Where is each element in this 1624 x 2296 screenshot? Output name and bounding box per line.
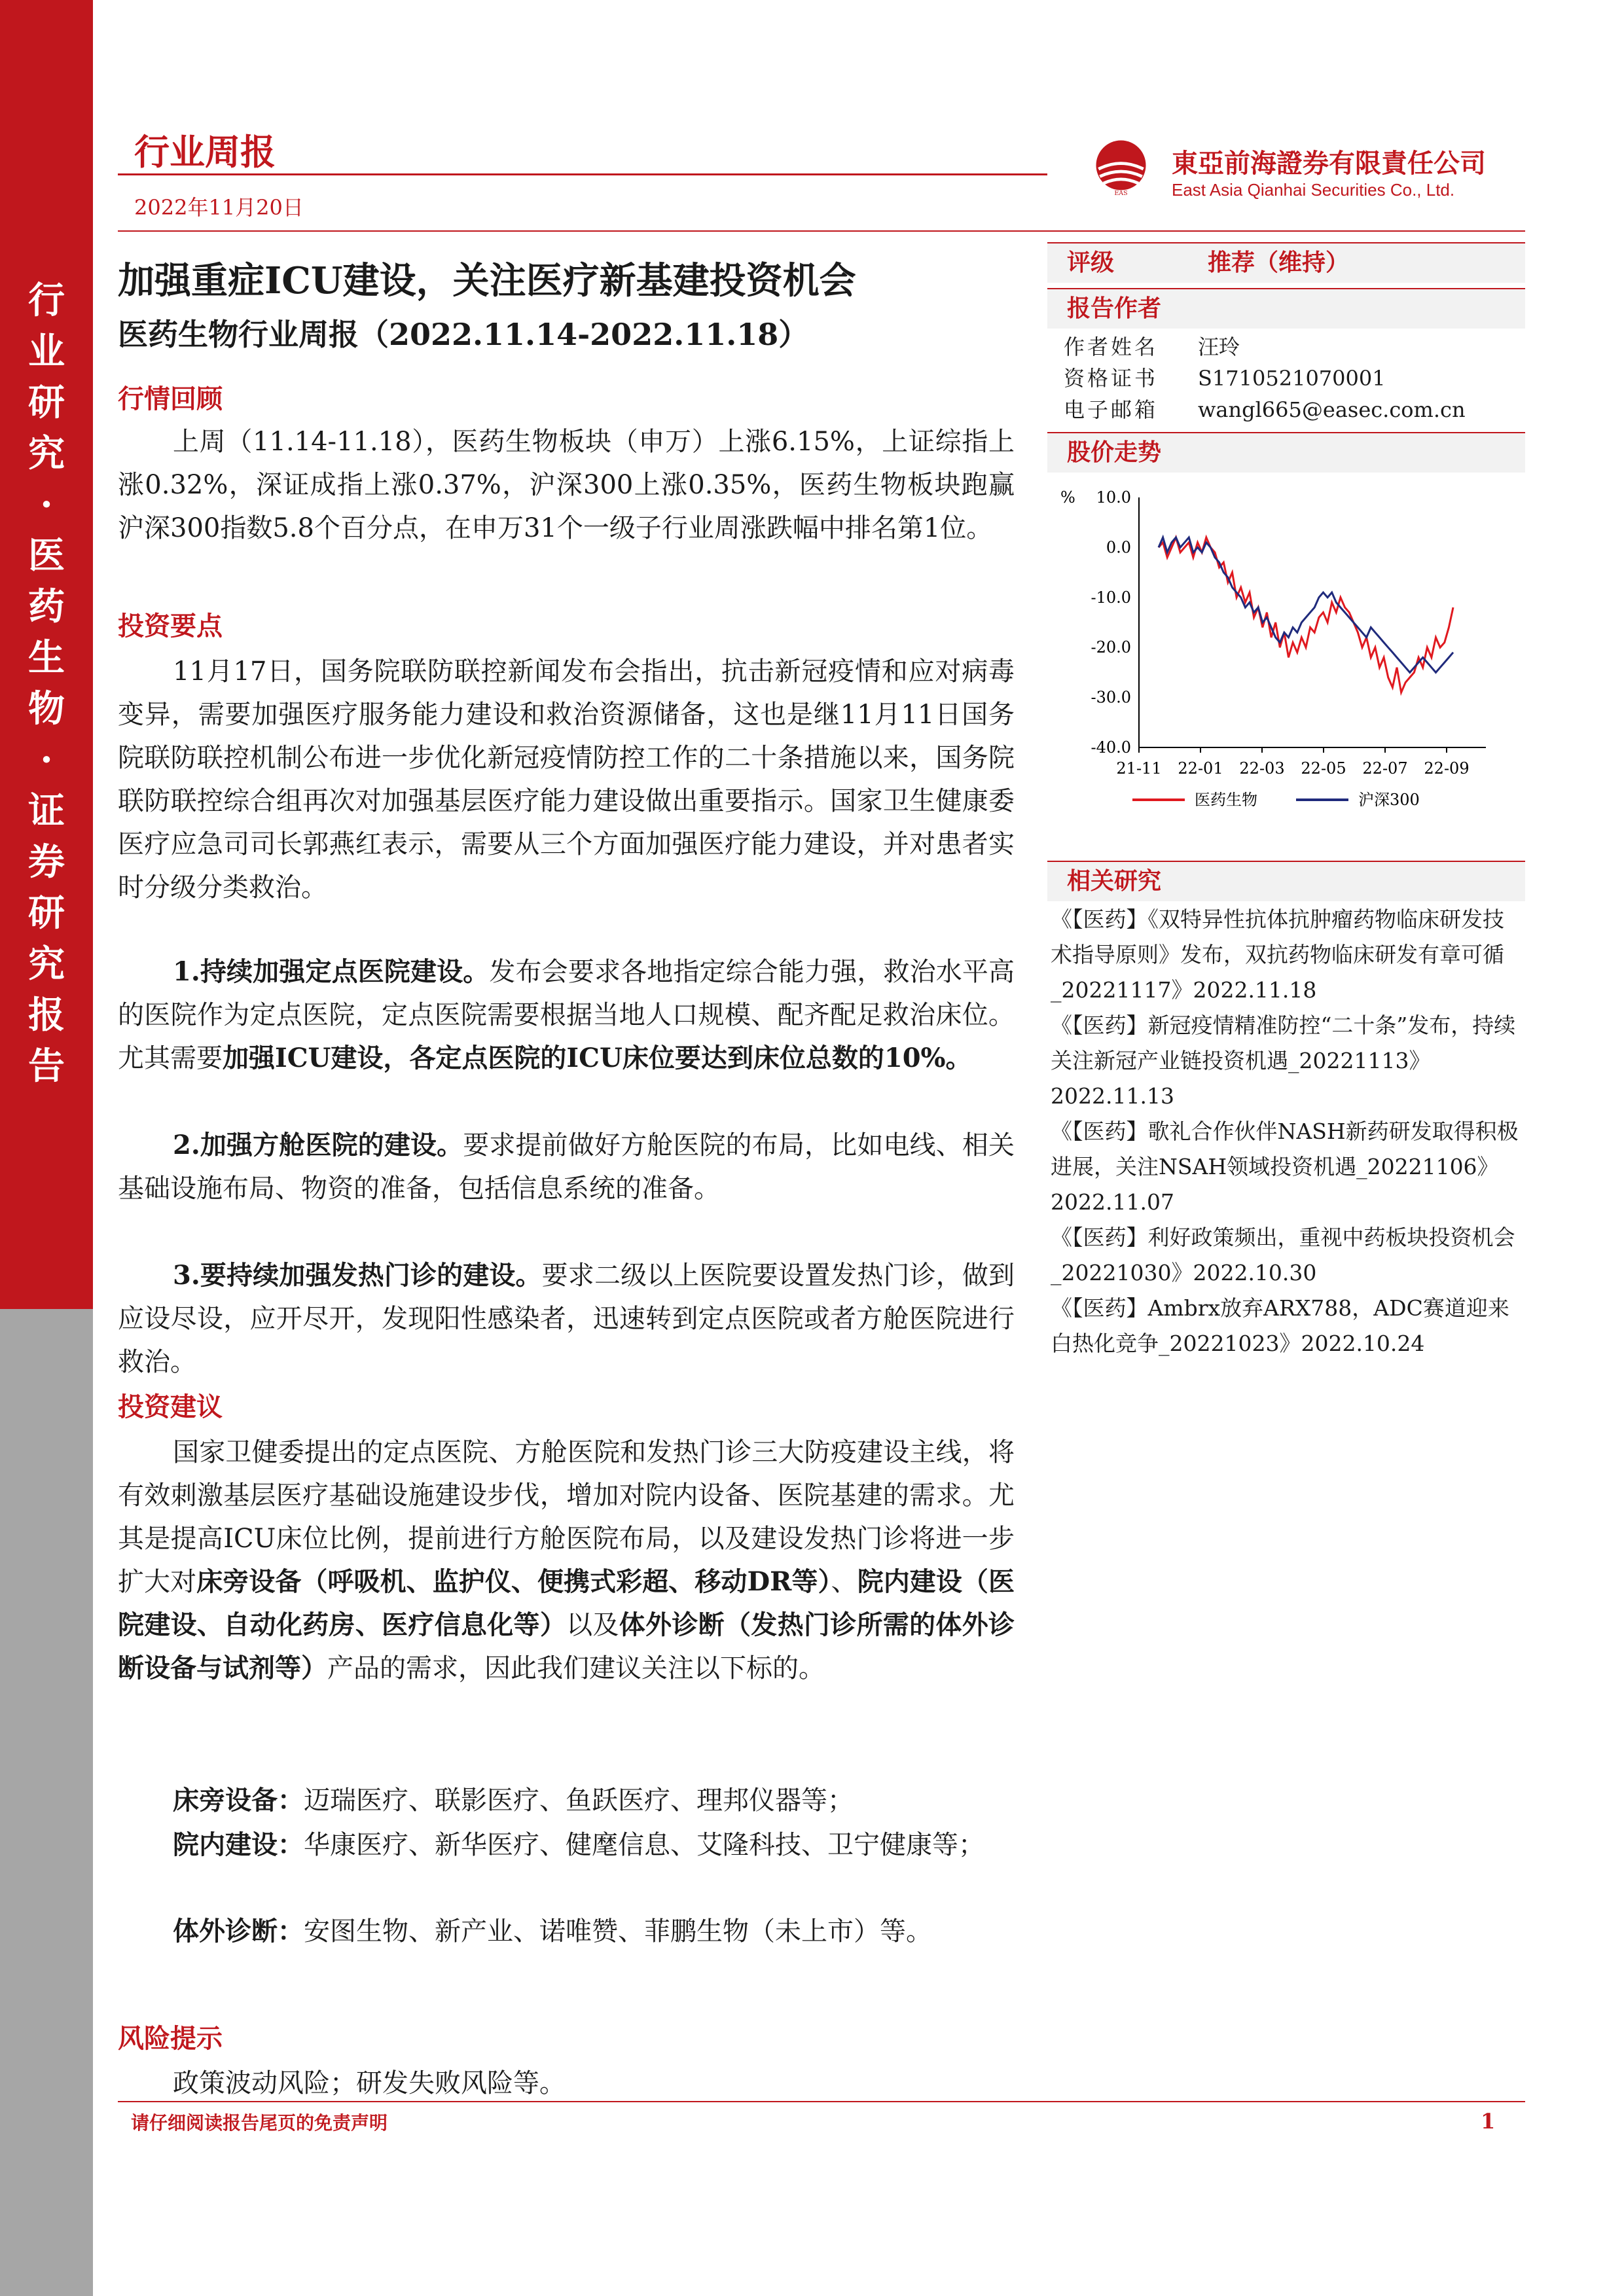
- y-tick-label: 0.0: [1106, 538, 1131, 557]
- author-heading-bar: [1047, 288, 1525, 329]
- advice-text-3: 以及: [566, 1610, 619, 1640]
- section-heading-advice: 投资建议: [118, 1391, 223, 1422]
- stock-group-hospital: [118, 1823, 1015, 1867]
- sidebar-char: 研: [28, 891, 65, 935]
- related-item[interactable]: 《【医药】新冠疫情精准防控“二十条”发布，持续关注新冠产业链投资机遇_20221113》2022.11.13: [1051, 1013, 1516, 1109]
- stock-group-text: 迈瑞医疗、联影医疗、鱼跃医疗、理邦仪器等；: [304, 1785, 854, 1816]
- sidebar-char: 物: [28, 687, 65, 730]
- sidebar-char: ·: [40, 738, 53, 781]
- point-2-title: 2.加强方舱医院的建设。: [173, 1130, 463, 1160]
- author-name-row: [1064, 331, 1240, 363]
- advice-text-1: 国家卫健委提出的定点医院、方舱医院和发热门诊三大防疫建设主线，将有效刺激基层医疗基础设施建设步伐，增加对院内设备、医院基建的需求。尤其是提高ICU床位比例，提前进行方舱医院布局，以及建设发热门诊将进一步扩大对: [118, 1437, 1015, 1597]
- series-line-1: [1159, 537, 1453, 672]
- points-paragraph: 11月17日，国务院联防联控新闻发布会指出，抗击新冠疫情和应对病毒变异，需要加强医疗服务能力建设和救治资源储备，这也是继11月11日国务院联防联控机制公布进一步优化新冠疫情防控工作的二十条措施以来，国务院联防联控综合组再次对加强基层医疗能力建设做出重要指示。国家卫生健康委医疗应急司司长郭燕红表示，需要从三个方面加强医疗能力建设，并对患者实时分级分类救治。: [118, 656, 1015, 903]
- cert-row: [1064, 362, 1386, 395]
- logo-text: EAS: [1114, 190, 1128, 196]
- email-row: [1064, 393, 1466, 426]
- review-paragraph: 上周（11.14-11.18），医药生物板块（申万）上涨6.15%，上证综指上涨0.32%，深证成指上涨0.37%，沪深300上涨0.35%，医药生物板块跑赢沪深300指数5.8个百分点，在申万31个一级子行业周涨跌幅中排名第1位。: [118, 427, 1015, 543]
- rating-value: 推荐（维持）: [1208, 249, 1350, 276]
- stock-trend-chart: [1047, 478, 1525, 864]
- stock-group-label: 体外诊断：: [173, 1916, 304, 1946]
- advice-text-4: 产品的需求，因此我们建议关注以下标的。: [327, 1653, 825, 1683]
- x-tick-label: 22-03: [1239, 759, 1285, 778]
- sidebar-vertical-title: [0, 275, 93, 1092]
- email-link[interactable]: wangl665@easec.com.cn: [1198, 397, 1466, 422]
- cert-label: 资格证书: [1064, 366, 1159, 391]
- advice-bold-1: 床旁设备（呼吸机、监护仪、便携式彩超、移动DR等）: [196, 1566, 831, 1597]
- rating-label: 评级: [1067, 249, 1115, 276]
- sidebar-char: 究: [28, 432, 65, 475]
- related-heading: 相关研究: [1067, 867, 1162, 895]
- x-tick-label: 22-05: [1301, 759, 1346, 778]
- company-name-cn: 東亞前海證券有限責任公司: [1172, 148, 1486, 179]
- point-2-text: 要求提前做好方舱医院的布局，比如电线、相关基础设施布局、物资的准备，包括信息系统的准备。: [118, 1130, 1015, 1204]
- point-1-title: 1.持续加强定点医院建设。: [173, 956, 490, 987]
- point-1-text: 发布会要求各地指定综合能力强，救治水平高的医院作为定点医院，定点医院需要根据当地人口规模、配齐配足救治床位。尤其需要: [118, 957, 1015, 1073]
- footer-disclaimer[interactable]: 请仔细阅读报告尾页的免责声明: [131, 2112, 388, 2134]
- sidebar-char: 药: [28, 585, 65, 628]
- x-tick-label: 22-09: [1424, 759, 1470, 778]
- y-tick-label: 10.0: [1096, 488, 1131, 507]
- sidebar-char: 医: [28, 534, 65, 577]
- stock-group-bedside: [118, 1779, 1015, 1822]
- stock-group-text: 华康医疗、新华医疗、健麾信息、艾隆科技、卫宁健康等；: [304, 1830, 984, 1860]
- sidebar-char: 行: [28, 279, 65, 322]
- page-number: 1: [1481, 2109, 1496, 2134]
- header-divider: [118, 173, 1047, 175]
- point-3-paragraph: [118, 1254, 1015, 1384]
- sidebar-char: 生: [28, 636, 65, 679]
- point-3-text: 要求二级以上医院要设置发热门诊，做到应设尽设，应开尽开，发现阳性感染者，迅速转到定点医院或者方舱医院进行救治。: [118, 1261, 1015, 1377]
- company-name-en: East Asia Qianhai Securities Co., Ltd.: [1172, 180, 1455, 200]
- report-date: 2022年11月20日: [134, 195, 304, 220]
- x-tick-label: 22-07: [1362, 759, 1408, 778]
- section-heading-points: 投资要点: [118, 611, 223, 641]
- author-name-label: 作者姓名: [1064, 334, 1159, 359]
- sidebar-char: 报: [28, 994, 65, 1037]
- chart-heading-bar: [1047, 432, 1525, 473]
- sidebar-char: 证: [28, 789, 65, 833]
- sidebar-char: 告: [28, 1045, 65, 1088]
- stock-group-ivd: [118, 1910, 1015, 1953]
- sidebar-char: 券: [28, 840, 65, 884]
- y-tick-label: -30.0: [1091, 688, 1131, 707]
- related-item[interactable]: 《【医药】利好政策频出，重视中药板块投资机会_20221030》2022.10.30: [1051, 1225, 1515, 1285]
- report-title: 加强重症ICU建设，关注医疗新基建投资机会: [118, 259, 856, 302]
- sidebar-char: 研: [28, 381, 65, 424]
- chart-heading: 股价走势: [1067, 439, 1162, 466]
- y-tick-label: -20.0: [1091, 638, 1131, 657]
- series-line-0: [1159, 537, 1453, 692]
- advice-bold-2: 院内建设（医院建设、自动化药房、医疗信息化等）: [118, 1566, 1015, 1640]
- sidebar-grey-band: [0, 1309, 93, 2296]
- point-1-paragraph: [118, 950, 1015, 1080]
- author-heading: 报告作者: [1067, 295, 1162, 322]
- advice-bold-3: 体外诊断（发热门诊所需的体外诊断设备与试剂等）: [118, 1609, 1015, 1683]
- cert-number: S1710521070001: [1198, 366, 1386, 391]
- sidebar-char: 业: [28, 330, 65, 373]
- stock-group-text: 安图生物、新产业、诺唯赞、菲鹏生物（未上市）等。: [304, 1916, 932, 1946]
- y-unit-label: %: [1060, 488, 1075, 507]
- y-tick-label: -40.0: [1091, 738, 1131, 757]
- company-logo-icon: [1090, 134, 1152, 196]
- point-2-paragraph: [118, 1124, 1015, 1210]
- sidebar-char: 究: [28, 942, 65, 986]
- related-item[interactable]: 《【医药】《双特异性抗体抗肿瘤药物临床研发技术指导原则》发布，双抗药物临床研发有章可循_20221117》2022.11.18: [1051, 906, 1504, 1003]
- section-heading-risk: 风险提示: [118, 2023, 223, 2054]
- report-type: 行业周报: [134, 131, 276, 173]
- related-item[interactable]: 《【医药】Ambrx放弃ARX788，ADC赛道迎来白热化竞争_20221023》2022.10.24: [1051, 1295, 1509, 1356]
- related-item[interactable]: 《【医药】歌礼合作伙伴NASH新药研发取得积极进展，关注NSAH领域投资机遇_20221106》2022.11.07: [1051, 1119, 1519, 1215]
- legend-label: 沪深300: [1358, 791, 1420, 809]
- related-heading-bar: [1047, 861, 1525, 901]
- x-tick-label: 21-11: [1116, 759, 1162, 778]
- x-tick-label: 22-01: [1178, 759, 1223, 778]
- stock-group-label: 院内建设：: [173, 1829, 304, 1860]
- advice-paragraph: [118, 1431, 1015, 1690]
- related-list: [1051, 902, 1522, 1361]
- y-tick-label: -10.0: [1091, 588, 1131, 607]
- section-heading-review: 行情回顾: [118, 384, 223, 414]
- report-subtitle: 医药生物行业周报（2022.11.14-2022.11.18）: [118, 317, 809, 352]
- legend-label: 医药生物: [1195, 791, 1257, 809]
- header-divider-bottom: [118, 230, 1525, 232]
- author-name: 汪玲: [1198, 334, 1240, 359]
- footer-divider: [118, 2101, 1525, 2102]
- rating-bar: [1047, 242, 1525, 283]
- point-3-title: 3.要持续加强发热门诊的建设。: [173, 1260, 542, 1291]
- stock-group-label: 床旁设备：: [173, 1785, 304, 1816]
- sidebar-char: ·: [40, 483, 53, 526]
- advice-text-2: 、: [831, 1567, 857, 1597]
- point-1-emphasis: 加强ICU建设，各定点医院的ICU床位要达到床位总数的10%。: [223, 1043, 972, 1073]
- risk-paragraph: 政策波动风险；研发失败风险等。: [173, 2068, 566, 2098]
- email-label: 电子邮箱: [1064, 397, 1159, 422]
